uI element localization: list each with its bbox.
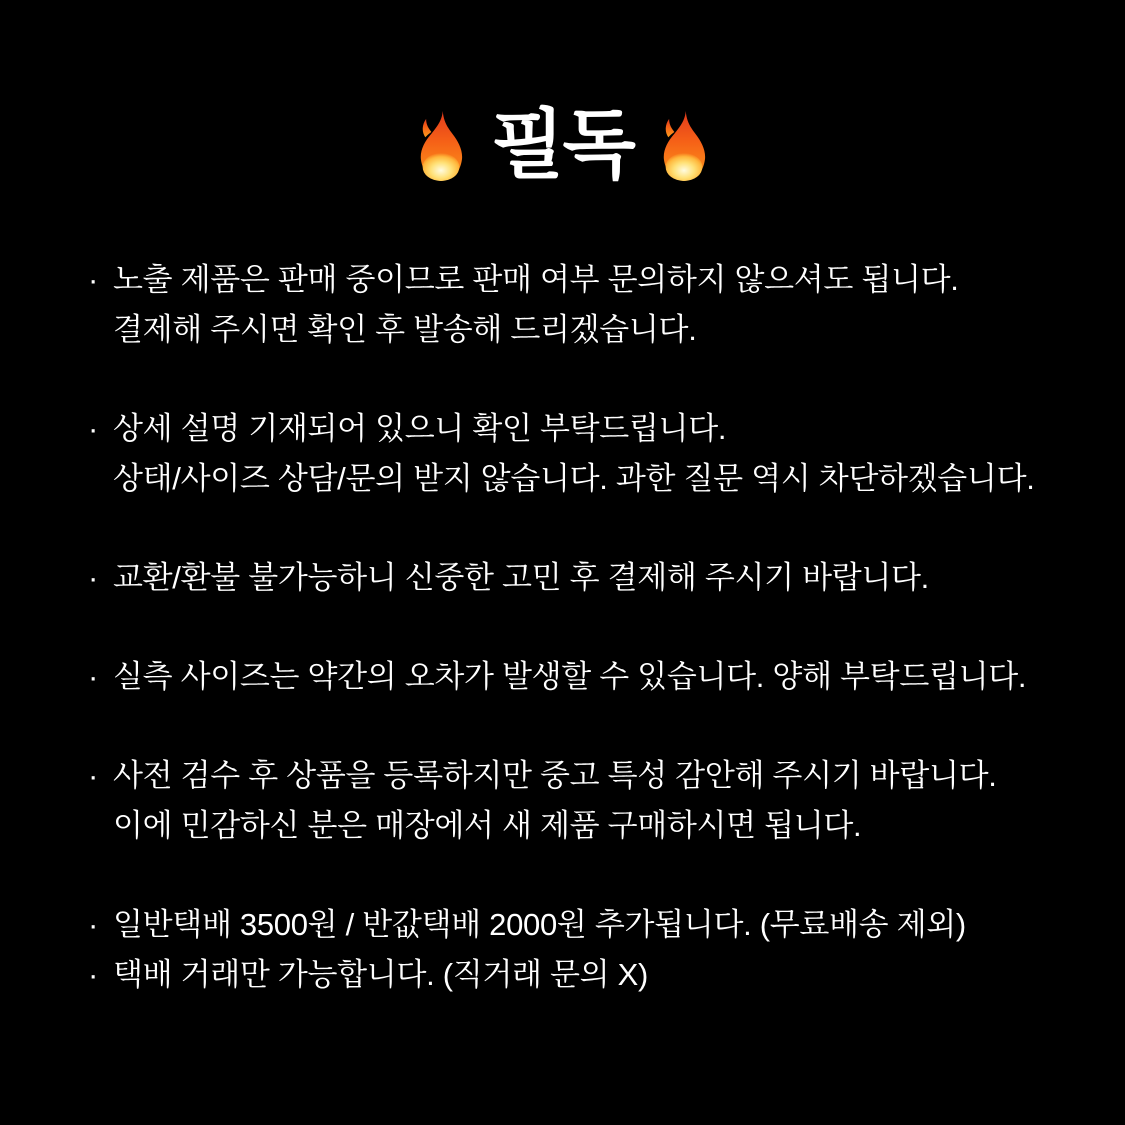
notice-item-exposure bbox=[88, 255, 1098, 355]
bullet-dot: · bbox=[88, 907, 99, 942]
notice-line bbox=[88, 801, 1098, 851]
bullet-dot: · bbox=[88, 262, 99, 297]
bullet-dot: · bbox=[88, 411, 99, 446]
page-title: 필독 bbox=[491, 103, 634, 188]
notice-item-no-refund bbox=[88, 553, 1098, 603]
bullet-dot: · bbox=[88, 758, 99, 793]
notice-text: 사전 검수 후 상품을 등록하지만 중고 특성 감안해 주시기 바랍니다. bbox=[113, 758, 997, 793]
notice-text: 일반택배 3500원 / 반값택배 2000원 추가됩니다. (무료배송 제외) bbox=[113, 907, 966, 942]
notice-item-delivery-only bbox=[88, 950, 1098, 1000]
notice-text: 이에 민감하신 분은 매장에서 새 제품 구매하시면 됩니다. bbox=[113, 808, 862, 843]
notice-line bbox=[88, 454, 1098, 504]
notice-item-measurement bbox=[88, 652, 1098, 702]
notice-text: 교환/환불 불가능하니 신중한 고민 후 결제해 주시기 바랍니다. bbox=[113, 560, 929, 595]
notice-item-used-condition bbox=[88, 751, 1098, 851]
bullet-dot: · bbox=[88, 957, 99, 992]
notice-text: 노출 제품은 판매 중이므로 판매 여부 문의하지 않으셔도 됩니다. bbox=[113, 262, 959, 297]
notice-line bbox=[88, 751, 1098, 801]
notice-line bbox=[88, 255, 1098, 305]
notice-text: 상세 설명 기재되어 있으니 확인 부탁드립니다. bbox=[113, 411, 727, 446]
notice-item-description bbox=[88, 404, 1098, 504]
notice-list bbox=[88, 255, 1098, 1000]
notice-text: 상태/사이즈 상담/문의 받지 않습니다. 과한 질문 역시 차단하겠습니다. bbox=[113, 461, 1035, 496]
notice-line bbox=[88, 553, 1098, 603]
notice-text: 결제해 주시면 확인 후 발송해 드리겠습니다. bbox=[113, 312, 697, 347]
notice-line bbox=[88, 950, 1098, 1000]
notice-item-shipping-fee bbox=[88, 900, 1098, 950]
notice-line bbox=[88, 900, 1098, 950]
fire-icon bbox=[413, 108, 469, 184]
notice-text: 실측 사이즈는 약간의 오차가 발생할 수 있습니다. 양해 부탁드립니다. bbox=[113, 659, 1027, 694]
notice-line bbox=[88, 305, 1098, 355]
notice-line bbox=[88, 652, 1098, 702]
notice-text: 택배 거래만 가능합니다. (직거래 문의 X) bbox=[113, 957, 648, 992]
fire-icon bbox=[656, 108, 712, 184]
bullet-dot: · bbox=[88, 560, 99, 595]
bullet-dot: · bbox=[88, 659, 99, 694]
notice-line bbox=[88, 404, 1098, 454]
page-title-row bbox=[0, 98, 1125, 194]
